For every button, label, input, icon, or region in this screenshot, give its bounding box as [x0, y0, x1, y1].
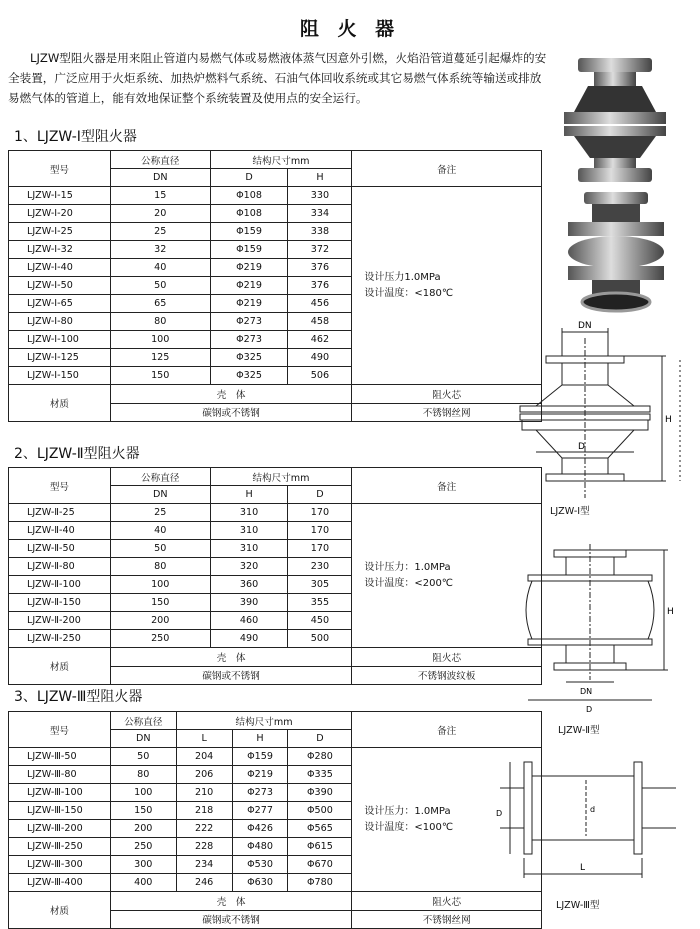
design-pressure: 设计压力1.0MPa: [364, 271, 441, 283]
design-pressure: 设计压力：1.0MPa: [364, 561, 451, 573]
cell-value: Φ500: [288, 802, 352, 820]
cell-value: 490: [288, 349, 352, 367]
drawing-1-caption: LJZW-Ⅰ型: [550, 506, 590, 517]
cell-value: Φ159: [232, 748, 288, 766]
header-size: 结构尺寸mm: [210, 151, 352, 169]
header-dn-sub: DN: [110, 730, 176, 748]
dim-d: D: [586, 705, 593, 714]
cell-value: Φ670: [288, 856, 352, 874]
section-1-heading: 1、LJZW-Ⅰ型阻火器: [14, 129, 137, 145]
core-label: 阻火芯: [352, 648, 542, 667]
cell-value: 204: [176, 748, 232, 766]
cell-model: LJZW-Ⅲ-400: [9, 874, 111, 892]
cell-model: LJZW-Ⅲ-150: [9, 802, 111, 820]
cell-value: 170: [288, 504, 352, 522]
cell-value: 390: [210, 594, 288, 612]
header-col-d: D: [210, 169, 288, 187]
cell-value: 50: [110, 540, 210, 558]
design-pressure: 设计压力：1.0MPa: [364, 805, 451, 817]
cell-value: Φ480: [232, 838, 288, 856]
cell-value: 170: [288, 540, 352, 558]
cell-value: 200: [110, 612, 210, 630]
cell-value: 100: [110, 576, 210, 594]
cell-value: 25: [110, 504, 210, 522]
cell-value: Φ530: [232, 856, 288, 874]
header-note: 备注: [352, 468, 542, 504]
page-title: 阻 火 器: [299, 18, 401, 40]
cell-value: 100: [110, 331, 210, 349]
product-photo-2: [562, 188, 670, 314]
cell-model: LJZW-Ⅱ-250: [9, 630, 111, 648]
table-3-body: [9, 748, 542, 892]
cell-value: 25: [110, 223, 210, 241]
cell-value: 376: [288, 277, 352, 295]
cell-value: 490: [210, 630, 288, 648]
table-1-body: [9, 187, 542, 385]
dim-d: D: [496, 809, 503, 818]
cell-value: 32: [110, 241, 210, 259]
cell-model: LJZW-Ⅰ-15: [9, 187, 111, 205]
cell-model: LJZW-Ⅲ-300: [9, 856, 111, 874]
cell-model: LJZW-Ⅰ-50: [9, 277, 111, 295]
cell-value: 320: [210, 558, 288, 576]
table-row: [9, 187, 542, 205]
cell-value: 458: [288, 313, 352, 331]
core-label: 阻火芯: [352, 385, 542, 404]
design-temperature: 设计温度：<100℃: [364, 821, 454, 833]
header-col-d: D: [288, 730, 352, 748]
cell-model: LJZW-Ⅱ-40: [9, 522, 111, 540]
header-dn-sub: DN: [110, 486, 210, 504]
cell-value: Φ325: [210, 349, 288, 367]
cell-value: Φ108: [210, 205, 288, 223]
header-dn: 公称直径: [110, 468, 210, 486]
dim-h: H: [665, 415, 672, 425]
design-temperature: 设计温度：<180℃: [364, 287, 454, 299]
header-size: 结构尺寸mm: [210, 468, 352, 486]
core-material: 不锈钢丝网: [352, 403, 542, 422]
cell-value: 372: [288, 241, 352, 259]
cell-value: 206: [176, 766, 232, 784]
shell-label: 壳 体: [110, 648, 352, 667]
cell-value: 80: [110, 313, 210, 331]
cell-value: 170: [288, 522, 352, 540]
cell-value: 65: [110, 295, 210, 313]
table-2-body: [9, 504, 542, 648]
cell-value: 40: [110, 259, 210, 277]
cell-value: 234: [176, 856, 232, 874]
core-material: 不锈钢丝网: [352, 910, 542, 929]
cell-value: 305: [288, 576, 352, 594]
cell-value: 506: [288, 367, 352, 385]
cell-value: 250: [110, 838, 176, 856]
dim-h: H: [667, 607, 674, 617]
cell-value: Φ335: [288, 766, 352, 784]
cell-value: Φ277: [232, 802, 288, 820]
cell-model: LJZW-Ⅱ-150: [9, 594, 111, 612]
cell-value: Φ390: [288, 784, 352, 802]
shell-label: 壳 体: [110, 892, 352, 911]
table-row: [9, 504, 542, 522]
cell-value: 300: [110, 856, 176, 874]
cell-value: 310: [210, 540, 288, 558]
cell-value: 200: [110, 820, 176, 838]
material-label: 材质: [9, 892, 111, 929]
cell-value: 50: [110, 748, 176, 766]
dim-d-small: d: [590, 805, 596, 814]
drawing-3-caption: LJZW-Ⅲ型: [556, 900, 600, 911]
cell-value: 40: [110, 522, 210, 540]
cell-value: 462: [288, 331, 352, 349]
cell-value: 150: [110, 802, 176, 820]
cell-value: 80: [110, 766, 176, 784]
header-model: 型号: [9, 468, 111, 504]
table-row: [9, 748, 542, 766]
cell-value: Φ219: [210, 295, 288, 313]
cell-value: 210: [176, 784, 232, 802]
cell-model: LJZW-Ⅰ-65: [9, 295, 111, 313]
cell-value: Φ273: [210, 331, 288, 349]
cell-model: LJZW-Ⅰ-100: [9, 331, 111, 349]
material-label: 材质: [9, 385, 111, 422]
cell-value: Φ159: [210, 223, 288, 241]
dim-d: D: [578, 442, 585, 452]
header-dn: 公称直径: [110, 151, 210, 169]
section-3-heading: 3、LJZW-Ⅲ型阻火器: [14, 689, 143, 705]
table-type-3: [8, 711, 542, 929]
cell-model: LJZW-Ⅰ-20: [9, 205, 111, 223]
cell-value: 80: [110, 558, 210, 576]
cell-value: 334: [288, 205, 352, 223]
design-temperature: 设计温度：<200℃: [364, 577, 454, 589]
header-size: 结构尺寸mm: [176, 712, 352, 730]
cell-model: LJZW-Ⅰ-150: [9, 367, 111, 385]
cell-value: 450: [288, 612, 352, 630]
header-dn-sub: DN: [110, 169, 210, 187]
cell-model: LJZW-Ⅱ-50: [9, 540, 111, 558]
cell-value: 150: [110, 367, 210, 385]
header-model: 型号: [9, 151, 111, 187]
dim-dn: DN: [580, 687, 593, 696]
cell-value: 338: [288, 223, 352, 241]
cell-value: Φ780: [288, 874, 352, 892]
cell-model: LJZW-Ⅲ-80: [9, 766, 111, 784]
shell-label: 壳 体: [110, 385, 352, 404]
section-2-heading: 2、LJZW-Ⅱ型阻火器: [14, 446, 140, 462]
cell-value: Φ280: [288, 748, 352, 766]
cell-model: LJZW-Ⅰ-40: [9, 259, 111, 277]
intro-paragraph: LJZW型阻火器是用来阻止管道内易燃气体或易燃液体蒸气因意外引燃，火焰沿管道蔓延引起爆炸的安全装置，广泛应用于火炬系统、加热炉燃料气系统、石油气体回收系统或其它易燃气体系统等输送或排放易燃气体的管道上，能有效地保证整个系统装置及使用点的安全运行。: [8, 51, 547, 105]
material-label: 材质: [9, 648, 111, 685]
cell-value: Φ565: [288, 820, 352, 838]
header-note: 备注: [352, 151, 542, 187]
cell-value: 100: [110, 784, 176, 802]
cell-value: 310: [210, 504, 288, 522]
cell-value: Φ325: [210, 367, 288, 385]
cell-value: 228: [176, 838, 232, 856]
cell-value: 222: [176, 820, 232, 838]
cell-value: Φ630: [232, 874, 288, 892]
table-type-1: [8, 150, 542, 422]
cell-value: 460: [210, 612, 288, 630]
cell-value: 15: [110, 187, 210, 205]
cell-value: Φ219: [210, 277, 288, 295]
dim-dn: DN: [578, 321, 592, 331]
cell-value: 310: [210, 522, 288, 540]
cell-value: 125: [110, 349, 210, 367]
cell-model: LJZW-Ⅰ-80: [9, 313, 111, 331]
header-col-h: H: [232, 730, 288, 748]
cell-value: Φ273: [232, 784, 288, 802]
cell-value: Φ615: [288, 838, 352, 856]
dim-l: L: [580, 863, 586, 873]
cell-value: Φ108: [210, 187, 288, 205]
cell-value: 50: [110, 277, 210, 295]
cell-value: 250: [110, 630, 210, 648]
cell-value: 20: [110, 205, 210, 223]
drawing-type-2: [514, 540, 694, 720]
drawing-type-1: [512, 318, 692, 518]
cell-value: Φ273: [210, 313, 288, 331]
header-note: 备注: [352, 712, 542, 748]
table-type-2: [8, 467, 542, 685]
cell-value: 330: [288, 187, 352, 205]
cell-value: 150: [110, 594, 210, 612]
drawing-2-caption: LJZW-Ⅱ型: [558, 725, 600, 736]
header-col-d: D: [288, 486, 352, 504]
cell-value: 218: [176, 802, 232, 820]
shell-material: 碳钢或不锈钢: [110, 910, 352, 929]
cell-value: 376: [288, 259, 352, 277]
cell-model: LJZW-Ⅲ-50: [9, 748, 111, 766]
core-material: 不锈钢波纹板: [352, 666, 542, 685]
cell-model: LJZW-Ⅲ-200: [9, 820, 111, 838]
cell-value: Φ159: [210, 241, 288, 259]
cell-model: LJZW-Ⅱ-200: [9, 612, 111, 630]
cell-model: LJZW-Ⅰ-32: [9, 241, 111, 259]
cell-model: LJZW-Ⅱ-100: [9, 576, 111, 594]
core-label: 阻火芯: [352, 892, 542, 911]
header-col-h: H: [210, 486, 288, 504]
cell-value: 500: [288, 630, 352, 648]
header-dn: 公称直径: [110, 712, 176, 730]
cell-model: LJZW-Ⅱ-25: [9, 504, 111, 522]
cell-model: LJZW-Ⅰ-125: [9, 349, 111, 367]
cell-model: LJZW-Ⅲ-100: [9, 784, 111, 802]
cell-model: LJZW-Ⅲ-250: [9, 838, 111, 856]
cell-value: 456: [288, 295, 352, 313]
cell-value: Φ219: [210, 259, 288, 277]
header-col-l: L: [176, 730, 232, 748]
header-col-h: H: [288, 169, 352, 187]
cell-value: 360: [210, 576, 288, 594]
header-model: 型号: [9, 712, 111, 748]
cell-value: 246: [176, 874, 232, 892]
cell-model: LJZW-Ⅰ-25: [9, 223, 111, 241]
cell-value: 400: [110, 874, 176, 892]
shell-material: 碳钢或不锈钢: [110, 666, 352, 685]
drawing-type-3: [480, 748, 680, 893]
shell-material: 碳钢或不锈钢: [110, 403, 352, 422]
product-photo-1: [560, 54, 670, 184]
cell-value: 230: [288, 558, 352, 576]
cell-value: Φ219: [232, 766, 288, 784]
cell-model: LJZW-Ⅱ-80: [9, 558, 111, 576]
cell-value: Φ426: [232, 820, 288, 838]
cell-value: 355: [288, 594, 352, 612]
